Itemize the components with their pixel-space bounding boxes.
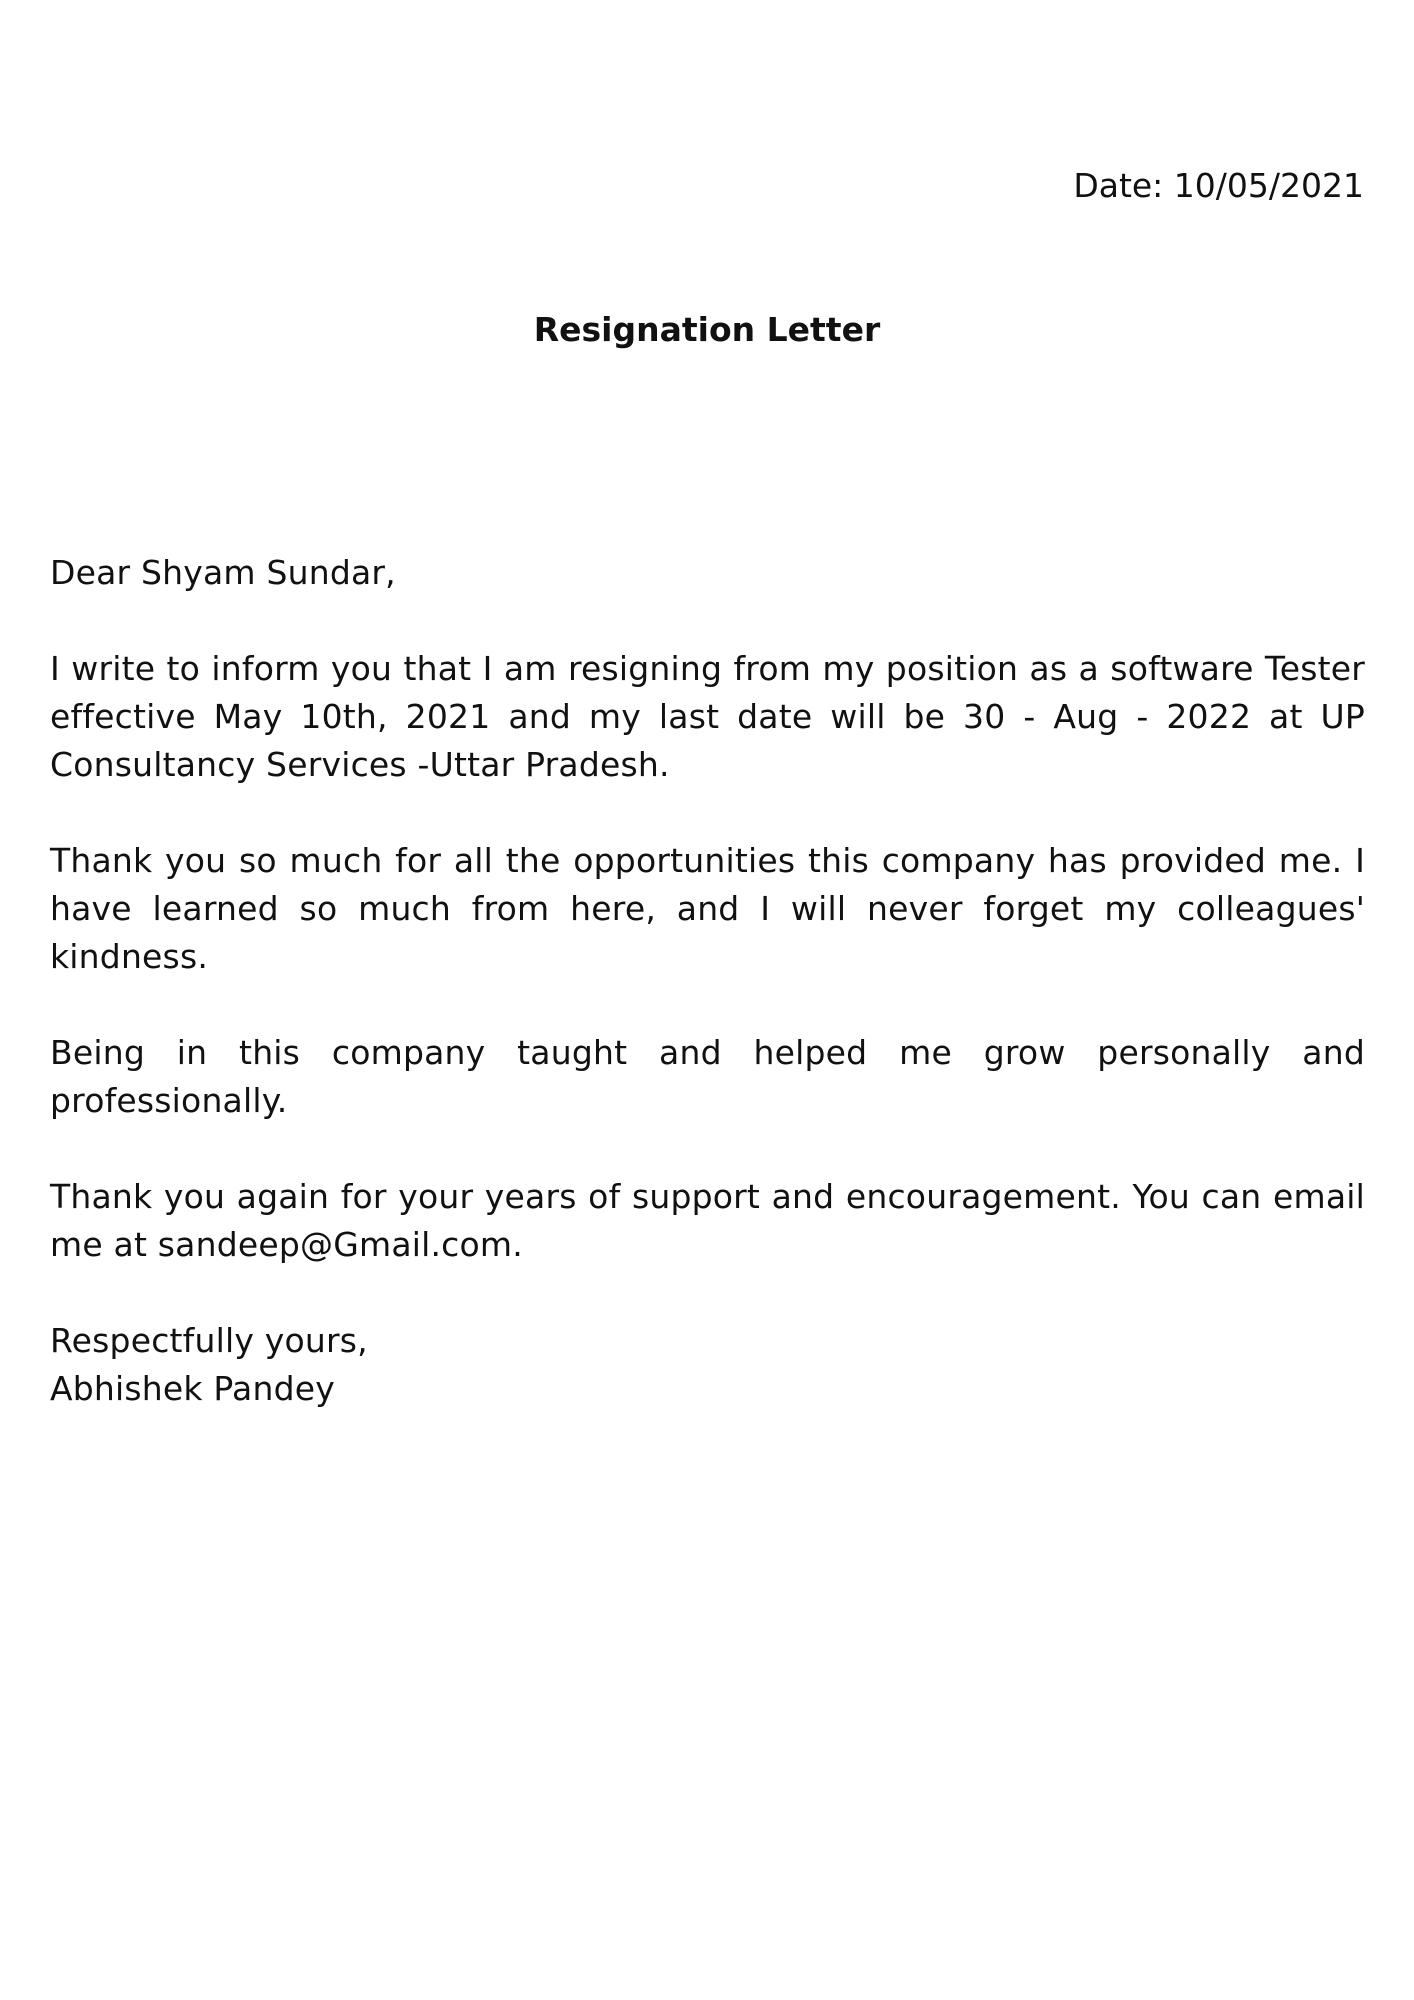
signature-name: Abhishek Pandey xyxy=(50,1369,335,1408)
paragraph-resignation-notice: I write to inform you that I am resigning from my position as a software Tester effective May 10th, 2021 and my last date will be 30 - Aug - 2022 at UP Consultancy Services -Uttar Pradesh. xyxy=(50,649,1365,784)
paragraph-thanks-opportunities: Thank you so much for all the opportunities this company has provided me. I have learned so much from here, and I will never forget my colleagues' kindness. xyxy=(50,841,1365,976)
salutation: Dear Shyam Sundar, xyxy=(50,553,396,592)
paragraph-contact-email: Thank you again for your years of support and encouragement. You can email me at sandeep@Gmail.com. xyxy=(50,1177,1365,1264)
closing: Respectfully yours, xyxy=(50,1321,368,1360)
date-line: Date: 10/05/2021 xyxy=(1073,166,1364,205)
closing-block xyxy=(50,1317,1365,1413)
letter-title: Resignation Letter xyxy=(533,310,881,349)
letter-body xyxy=(50,549,1365,1461)
paragraph-growth: Being in this company taught and helped me grow personally and professionally. xyxy=(50,1033,1365,1120)
